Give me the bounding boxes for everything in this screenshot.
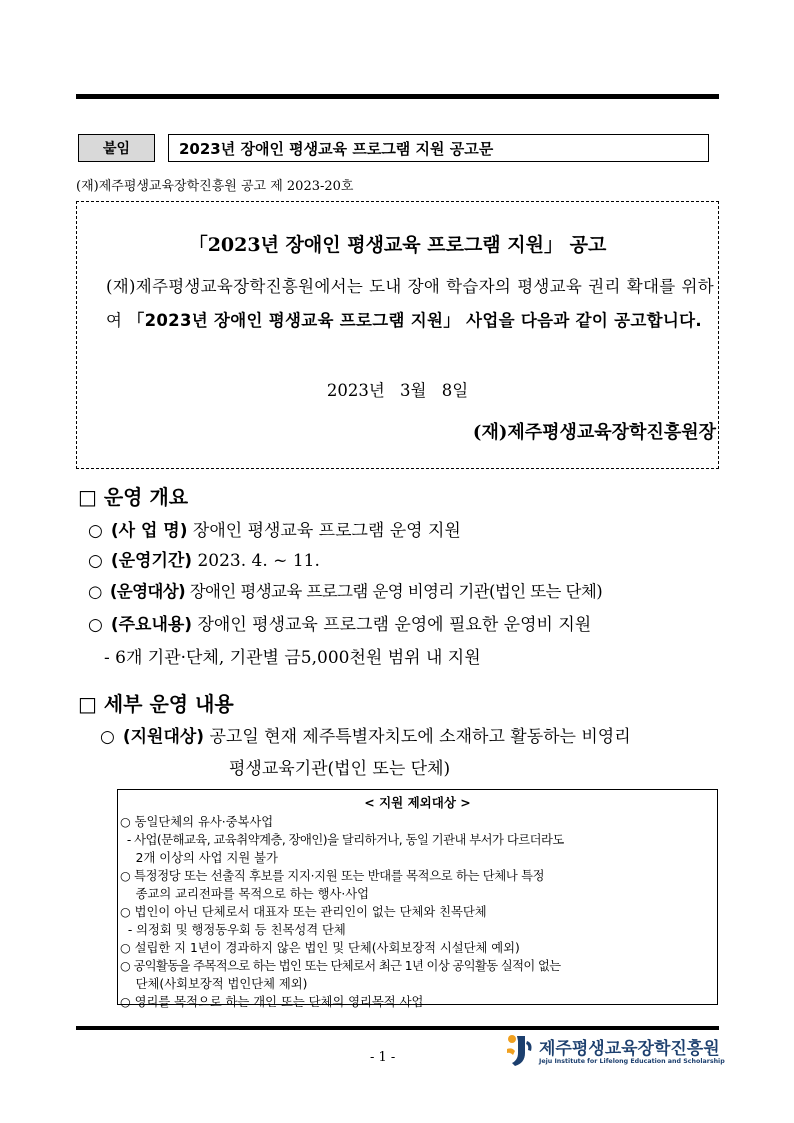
notice-signature: (재)제주평생교육장학진흥원장 [472, 422, 716, 443]
section-title-details: □ 세부 운영 내용 [78, 692, 234, 716]
exclusion-line: - 사업(문해교육, 교육취약계층, 장애인)을 달리하거나, 동일 기관내 부서가 다르더라도 [120, 833, 564, 847]
exclusion-line: 2개 이상의 사업 지원 불가 [120, 851, 278, 865]
circle-bullet-icon: ○ [100, 727, 115, 747]
page-number: - 1 - [370, 1050, 396, 1065]
item-text: 장애인 평생교육 프로그램 운영에 필요한 운영비 지원 [197, 615, 592, 635]
exclusion-line: ○ 특정정당 또는 선출직 후보를 지지·지원 또는 반대를 목적으로 하는 단체나 특정 [120, 869, 545, 883]
exclusion-line: - 의정회 및 행정동우회 등 친목성격 단체 [120, 923, 346, 937]
section-title-overview: □ 운영 개요 [78, 485, 189, 509]
exclusion-line: 단체(사회보장적 법인단체 제외) [120, 977, 308, 991]
exclusion-line: ○ 설립한 지 1년이 경과하지 않은 법인 및 단체(사회보장적 시설단체 예외) [120, 941, 520, 955]
overview-item [88, 610, 591, 635]
circle-bullet-icon: ○ [88, 521, 103, 541]
item-text: 장애인 평생교육 프로그램 운영 지원 [192, 521, 461, 541]
exclusion-line: ○ 공익활동을 주목적으로 하는 법인 또는 단체로서 최근 1년 이상 공익활동 실적이 없는 [120, 959, 561, 973]
notice-title: 「2023년 장애인 평생교육 프로그램 지원」 공고 [188, 234, 607, 256]
overview-item [88, 516, 461, 541]
institute-logo-icon [503, 1033, 535, 1069]
circle-bullet-icon: ○ [88, 615, 103, 635]
bottom-rule [76, 1026, 719, 1030]
details-item [100, 722, 631, 747]
notice-number: (재)제주평생교육장학진흥원 공고 제 2023-20호 [76, 179, 354, 194]
item-label: (운영대상) [109, 582, 186, 601]
exclusion-title: < 지원 제외대상 > [364, 795, 471, 810]
exclusion-line: ○ 법인이 아닌 단체로서 대표자 또는 관리인이 없는 단체와 친목단체 [120, 905, 487, 919]
overview-subitem: - 6개 기관·단체, 기관별 금5,000천원 범위 내 지원 [104, 648, 481, 668]
notice-date: 2023년 3월 8일 [326, 381, 469, 400]
exclusion-line: ○ 동일단체의 유사·중복사업 [120, 815, 274, 829]
item-text: 장애인 평생교육 프로그램 운영 비영리 기관(법인 또는 단체) [189, 582, 603, 601]
notice-body-bold: 「2023년 장애인 평생교육 프로그램 지원」 사업을 다음과 같이 공고합니다. [127, 311, 702, 330]
overview-item [88, 546, 320, 571]
details-item-continued: 평생교육기관(법인 또는 단체) [229, 759, 451, 779]
circle-bullet-icon: ○ [88, 551, 103, 571]
notice-body-text: (재)제주평생교육장학진흥원에서는 도내 장애 학습자의 평생교육 권리 확대를 위하여 [106, 277, 714, 330]
item-label: (사 업 명) [110, 521, 188, 541]
exclusion-line: ○ 영리를 목적으로 하는 개인 또는 단체의 영리목적 사업 [120, 995, 424, 1009]
item-text: 2023. 4. ~ 11. [197, 551, 320, 571]
attachment-label: 붙임 [78, 134, 155, 162]
notice-body [106, 270, 714, 338]
circle-bullet-icon: ○ [88, 582, 102, 601]
item-label: (주요내용) [110, 615, 193, 635]
item-text: 공고일 현재 제주특별자치도에 소재하고 활동하는 비영리 [209, 727, 631, 747]
institute-name-korean: 제주평생교육장학진흥원 [539, 1039, 720, 1059]
item-label: (운영기간) [110, 551, 193, 571]
exclusion-line: 종교의 교리전파를 목적으로 하는 행사·사업 [120, 887, 369, 901]
item-label: (지원대상) [122, 727, 205, 747]
top-rule [76, 94, 719, 99]
overview-item [88, 578, 602, 602]
institute-name-english: Jeju Institute for Lifelong Education and Scholarship [539, 1058, 725, 1065]
document-title: 2023년 장애인 평생교육 프로그램 지원 공고문 [168, 134, 709, 162]
